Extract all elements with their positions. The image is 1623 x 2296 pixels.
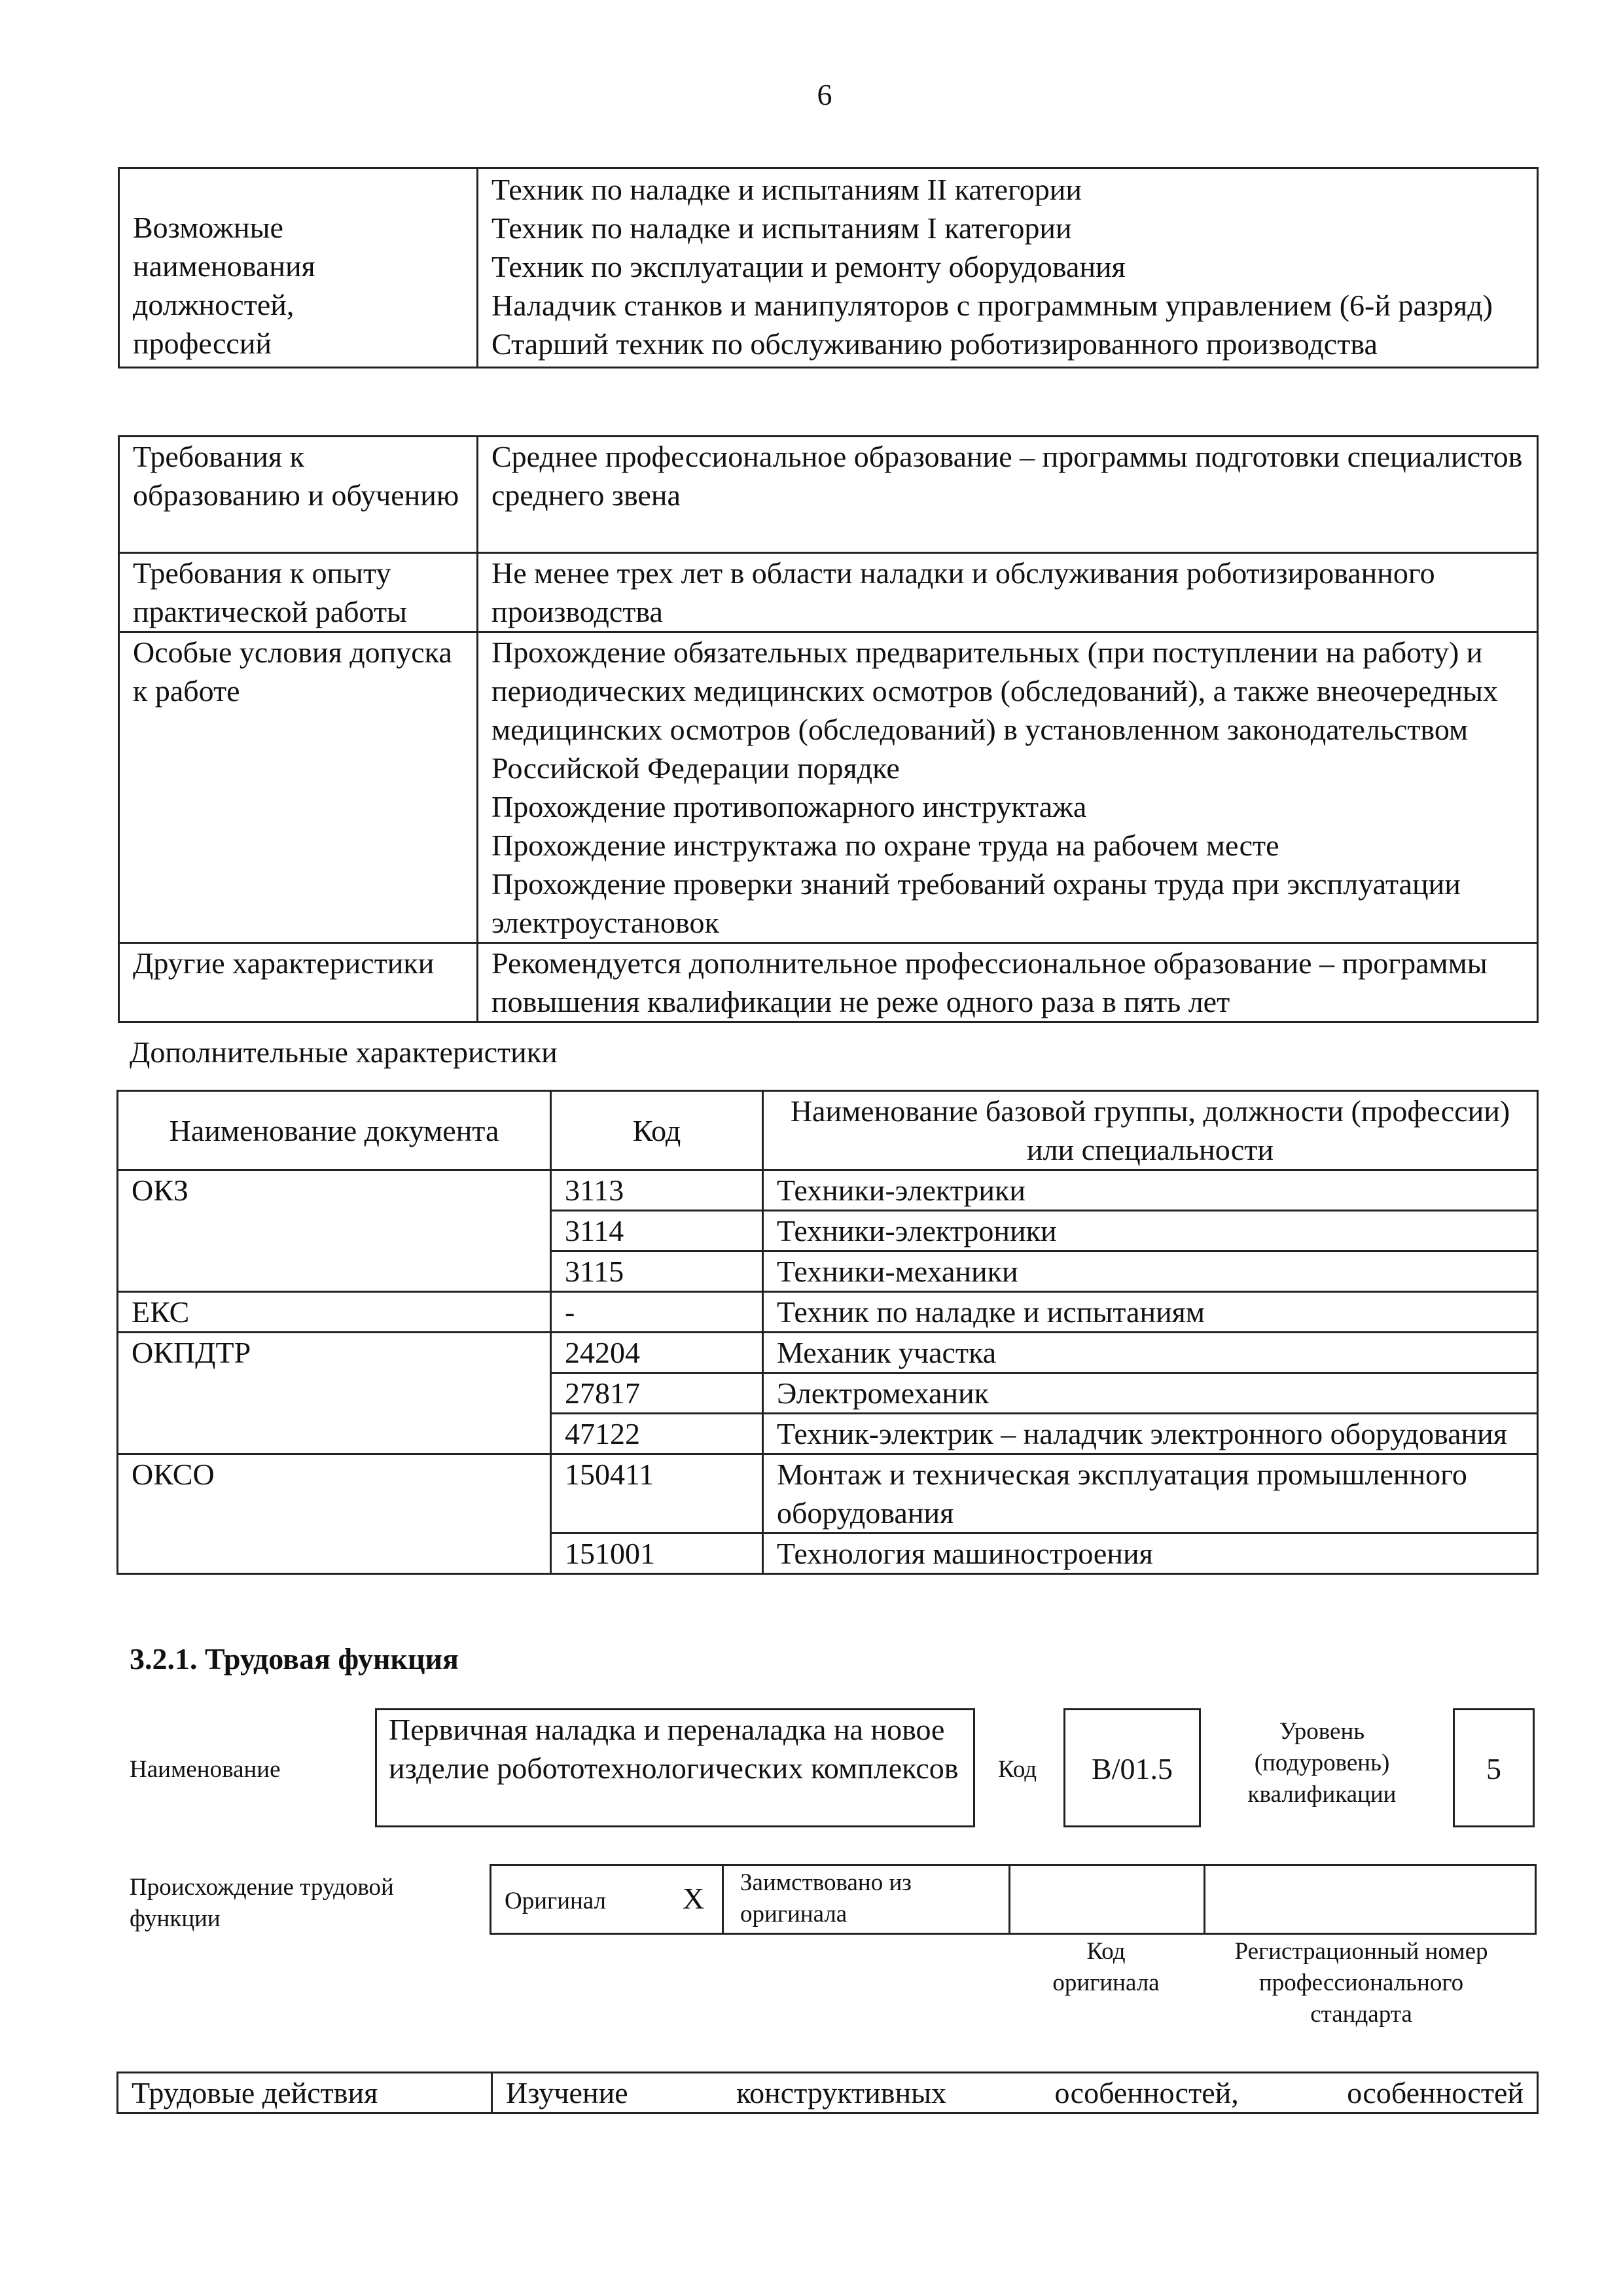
requirements-table — [118, 435, 1539, 1023]
action-word: Изучение — [506, 2076, 628, 2109]
origin-divider — [1204, 1866, 1205, 1933]
doc-okso: ОКСО — [118, 1454, 551, 1574]
req-label-experience: Требования к опыту практической работы — [119, 553, 478, 632]
doc-okz: ОКЗ — [118, 1170, 551, 1292]
req-value-conditions — [478, 632, 1538, 943]
action-word: конструктивных — [736, 2076, 946, 2109]
group-cell: Техники-механики — [763, 1251, 1538, 1292]
code-cell: 150411 — [551, 1454, 763, 1534]
actions-value — [492, 2073, 1538, 2113]
condition-item: Прохождение противопожарного инструктажа — [491, 790, 1087, 823]
group-cell: Техник-электрик – наладчик электронного оборудования — [763, 1414, 1538, 1454]
code-cell: 3114 — [551, 1211, 763, 1251]
actions-table — [116, 2072, 1539, 2114]
function-code-value: B/01.5 — [1092, 1752, 1173, 1785]
position-item: Техник по наладке и испытаниям I категории — [491, 211, 1072, 245]
header-code: Код — [551, 1091, 763, 1170]
req-value-education: Среднее профессиональное образование – программы подготовки специалистов среднего звена — [478, 437, 1538, 553]
position-item: Техник по эксплуатации и ремонту оборудования — [491, 250, 1126, 283]
code-original-caption: Код оригинала — [1052, 1938, 1160, 1996]
position-item: Наладчик станков и манипуляторов с программным управлением (6-й разряд) — [491, 289, 1493, 322]
code-cell: - — [551, 1292, 763, 1333]
additional-table — [116, 1090, 1539, 1575]
position-item: Техник по наладке и испытаниям II категории — [491, 173, 1082, 206]
code-cell: 47122 — [551, 1414, 763, 1454]
condition-item: Прохождение проверки знаний требований охраны труда при эксплуатации электроустановок — [491, 867, 1461, 939]
reg-number-caption: Регистрационный номер профессионального стандарта — [1234, 1938, 1488, 2028]
function-code-box — [1063, 1708, 1201, 1827]
doc-okpdtr: ОКПДТР — [118, 1333, 551, 1454]
header-group: Наименование базовой группы, должности (профессии) или специальности — [763, 1091, 1538, 1170]
borrowed-label: Заимствовано из оригинала — [740, 1869, 912, 1928]
group-cell: Технология машиностроения — [763, 1534, 1538, 1574]
group-cell: Техник по наладке и испытаниям — [763, 1292, 1538, 1333]
origin-divider — [1008, 1866, 1010, 1933]
req-value-experience: Не менее трех лет в области наладки и обслуживания роботизированного производства — [478, 553, 1538, 632]
req-label-education: Требования к образованию и обучению — [119, 437, 478, 553]
function-level-label: Уровень (подуровень) квалификации — [1247, 1718, 1397, 1808]
positions-table — [118, 167, 1539, 368]
function-name-label: Наименование — [130, 1756, 281, 1783]
group-cell: Электромеханик — [763, 1373, 1538, 1414]
origin-label: Происхождение трудовой функции — [130, 1874, 394, 1932]
code-cell: 27817 — [551, 1373, 763, 1414]
group-cell: Механик участка — [763, 1333, 1538, 1373]
original-mark: X — [683, 1882, 705, 1915]
actions-label: Трудовые действия — [118, 2073, 492, 2113]
original-label: Оригинал — [505, 1888, 607, 1914]
origin-divider — [722, 1866, 724, 1933]
req-label-conditions: Особые условия допуска к работе — [119, 632, 478, 943]
condition-item: Прохождение инструктажа по охране труда на рабочем месте — [491, 829, 1279, 862]
condition-item: Прохождение обязательных предварительных (при поступлении на работу) и периодических медицинских осмотров (обследований), а также внеочередных медицинских осмотров (обследований) в установленном законодательством Российской Федерации порядке — [491, 636, 1498, 785]
function-code-label: Код — [998, 1756, 1037, 1783]
group-cell: Техники-электрики — [763, 1170, 1538, 1211]
additional-heading: Дополнительные характеристики — [130, 1035, 558, 1069]
code-cell: 3115 — [551, 1251, 763, 1292]
action-word: особенностей — [1347, 2076, 1524, 2109]
req-label-other: Другие характеристики — [119, 943, 478, 1022]
code-cell: 151001 — [551, 1534, 763, 1574]
function-level-value: 5 — [1486, 1752, 1501, 1785]
header-document: Наименование документа — [118, 1091, 551, 1170]
function-name-value: Первичная наладка и переналадка на новое изделие робототехнологических комплексов — [389, 1713, 959, 1785]
page-number: 6 — [817, 78, 832, 111]
positions-list — [478, 168, 1538, 368]
origin-grid — [490, 1864, 1537, 1935]
positions-label: Возможные наименования должностей, профессий — [119, 168, 478, 368]
req-value-other: Рекомендуется дополнительное профессиональное образование – программы повышения квалификации не реже одного раза в пять лет — [478, 943, 1538, 1022]
doc-eks: ЕКС — [118, 1292, 551, 1333]
code-cell: 3113 — [551, 1170, 763, 1211]
action-word: особенностей, — [1054, 2076, 1239, 2109]
function-name-box — [375, 1708, 975, 1827]
group-cell: Монтаж и техническая эксплуатация промышленного оборудования — [763, 1454, 1538, 1534]
function-heading: 3.2.1. Трудовая функция — [130, 1642, 459, 1676]
group-cell: Техники-электроники — [763, 1211, 1538, 1251]
position-item: Старший техник по обслуживанию роботизированного производства — [491, 327, 1378, 361]
code-cell: 24204 — [551, 1333, 763, 1373]
function-level-box — [1453, 1708, 1535, 1827]
